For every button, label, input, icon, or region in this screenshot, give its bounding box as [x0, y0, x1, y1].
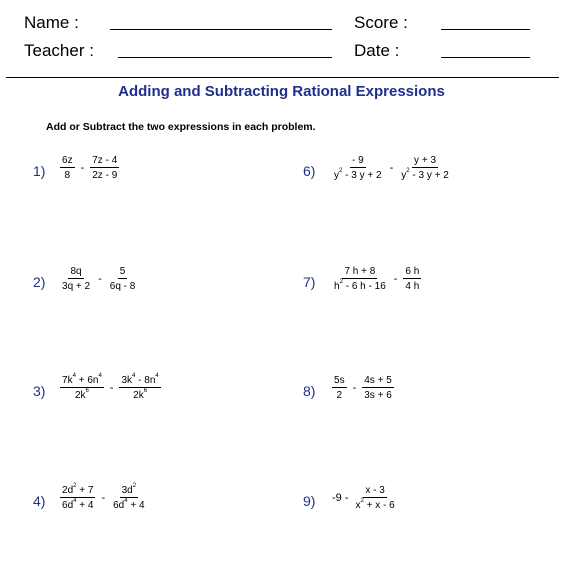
denominator: 3q + 2: [62, 281, 91, 292]
teacher-blank[interactable]: [118, 57, 332, 58]
numerator: $3k^4 - 8n^4$: [121, 373, 159, 386]
date-label: Date :: [354, 41, 400, 60]
denominator: $x^2 + x - 6$: [355, 498, 395, 511]
second-fraction: [108, 266, 138, 292]
denominator: $2k^6$: [74, 388, 89, 401]
denominator: $h^2 - 6$ h - 16: [334, 279, 386, 292]
leading-term: -9 -: [332, 492, 349, 504]
denominator: 2: [336, 390, 343, 401]
problem-expression: [60, 155, 119, 181]
numerator: $2d^2 + 7$: [62, 483, 94, 496]
problem-number: 2): [33, 274, 46, 290]
numerator: $7k^4 + 6n^4$: [62, 373, 102, 386]
problem-expression: [332, 485, 397, 511]
second-fraction: [111, 485, 146, 511]
second-fraction: [119, 375, 160, 401]
second-fraction: [399, 155, 451, 181]
numerator: 7 h + 8: [344, 266, 376, 277]
problem-expression: [60, 266, 137, 292]
worksheet-title: Adding and Subtracting Rational Expressions: [118, 83, 445, 100]
problem-expression: [332, 155, 451, 181]
header-divider: [6, 77, 559, 78]
problem-expression: [332, 266, 421, 292]
numerator: 4s + 5: [364, 375, 392, 386]
operator: -: [109, 382, 114, 394]
operator: -: [101, 492, 106, 504]
denominator: $6d^4 + 4$: [113, 498, 145, 511]
instructions: Add or Subtract the two expressions in each problem.: [46, 121, 316, 133]
operator: -: [352, 382, 357, 394]
first-fraction: [332, 155, 384, 181]
denominator: $2k^6$: [133, 388, 148, 401]
numerator: - 9: [351, 155, 364, 166]
numerator: 5: [119, 266, 126, 277]
problem-expression: [60, 485, 147, 511]
problem-number: 8): [303, 383, 316, 399]
problem-number: 7): [303, 274, 316, 290]
score-label: Score :: [354, 13, 408, 32]
second-fraction: [354, 485, 397, 511]
problem-number: 9): [303, 493, 316, 509]
operator: -: [389, 162, 394, 174]
numerator: 7z - 4: [92, 155, 118, 166]
numerator: $3d^2$: [121, 483, 137, 496]
second-fraction: [403, 266, 421, 292]
numerator: y + 3: [414, 155, 436, 166]
date-blank[interactable]: [441, 57, 530, 58]
problem-number: 4): [33, 493, 46, 509]
numerator: 6z: [62, 155, 73, 166]
problem-number: 1): [33, 163, 46, 179]
numerator: 6 h: [405, 266, 420, 277]
first-fraction: [332, 266, 388, 292]
operator: -: [98, 273, 102, 285]
score-blank[interactable]: [441, 29, 530, 30]
problem-number: 3): [33, 383, 46, 399]
denominator: 2z - 9: [92, 170, 118, 181]
denominator: 3s + 6: [364, 390, 392, 401]
first-fraction: [60, 155, 75, 181]
numerator: 5s: [334, 375, 345, 386]
denominator: 6q - 8: [109, 281, 136, 292]
operator: -: [80, 162, 85, 174]
second-fraction: [90, 155, 119, 181]
denominator: 8: [64, 170, 71, 181]
first-fraction: [60, 266, 92, 292]
problem-number: 6): [303, 163, 316, 179]
problem-expression: [332, 375, 394, 401]
first-fraction: [60, 485, 95, 511]
problem-expression: [60, 375, 161, 401]
operator: -: [393, 273, 398, 285]
teacher-label: Teacher :: [24, 41, 94, 60]
numerator: x - 3: [365, 485, 385, 496]
name-label: Name :: [24, 13, 79, 32]
first-fraction: [60, 375, 104, 401]
denominator: $y^2 - 3$ y + 2: [334, 168, 382, 181]
denominator: 4 h: [405, 281, 420, 292]
numerator: 8q: [70, 266, 82, 277]
second-fraction: [362, 375, 394, 401]
first-fraction: [332, 375, 347, 401]
denominator: $y^2 - 3$ y + 2: [401, 168, 449, 181]
denominator: $6d^4 + 4$: [62, 498, 94, 511]
name-blank[interactable]: [110, 29, 332, 30]
